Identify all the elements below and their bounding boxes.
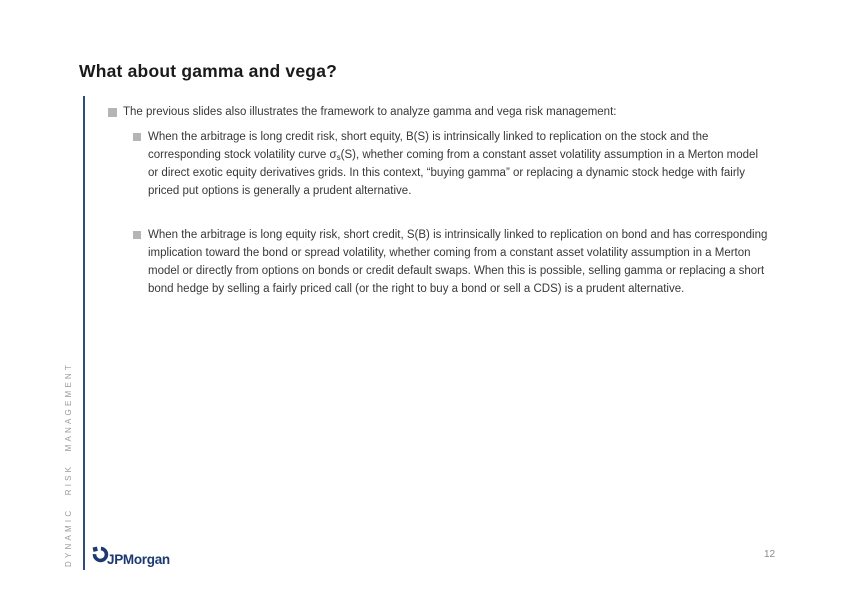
bullet-item-long-equity xyxy=(133,226,776,298)
page-number: 12 xyxy=(764,549,776,560)
slide-body xyxy=(108,103,776,298)
bullet-square-icon xyxy=(108,108,117,117)
bullet-intro-text: The previous slides also illustrates the framework to analyze gamma and vega risk management: xyxy=(123,106,617,118)
bullet-long-credit-post: (S), whether coming from a constant asset volatility assumption in a Merton model or direct exotic equity derivatives grids. In this context, “buying gamma” or replacing a dynamic stock hedge with fairly priced put options is generally a prudent alternative. xyxy=(148,149,758,197)
sigma-subscript: s xyxy=(336,153,341,162)
vertical-accent-rule xyxy=(83,96,85,570)
slide-title: What about gamma and vega? xyxy=(79,61,338,81)
bullet-item-intro xyxy=(108,103,776,121)
bullet-square-icon xyxy=(133,231,141,239)
sidebar-vertical-label: DYNAMIC RISK MANAGEMENT xyxy=(64,362,73,567)
bullet-item-long-credit xyxy=(133,128,776,200)
bullet-long-credit-text xyxy=(148,128,768,200)
jpmorgan-wordmark: JPMorgan xyxy=(107,552,170,567)
jpmorgan-logo xyxy=(92,546,170,567)
bullet-long-credit-pre: When the arbitrage is long credit risk, short equity, B(S) is intrinsically linked to replication on the stock and the corresponding stock volatility curve σ xyxy=(148,131,709,161)
bullet-square-icon xyxy=(133,133,141,141)
bullet-long-equity-text: When the arbitrage is long equity risk, short credit, S(B) is intrinsically linked to replication on bond and has corresponding implication toward the bond or spread volatility, whether coming from a constant asset volatility assumption in a Merton model or directly from options on bonds or credit default swaps. When this is possible, selling gamma or replacing a short bond hedge by selling a fairly priced call (or the right to buy a bond or sell a CDS) is a prudent alternative. xyxy=(148,229,768,295)
